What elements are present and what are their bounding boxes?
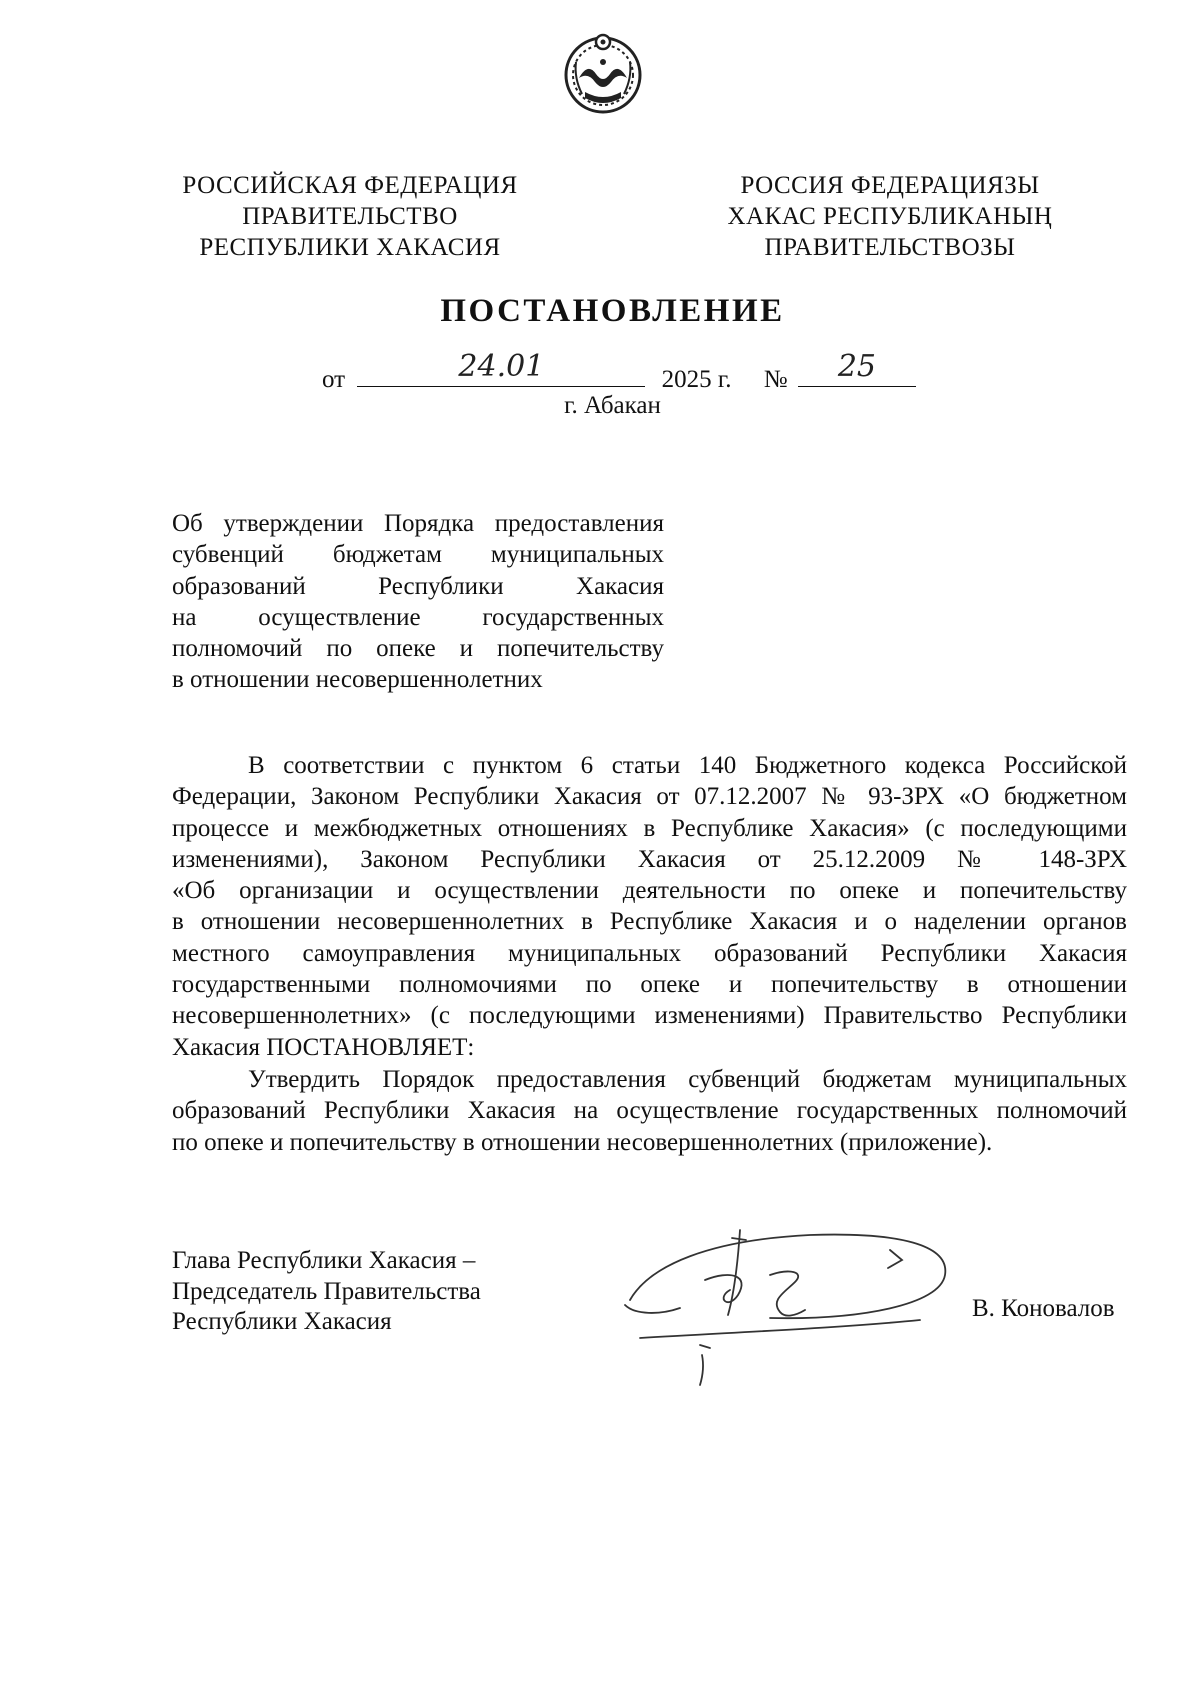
body-line: процессе и межбюджетных отношениях в Республике Хакасия» (с последующими [172,814,1127,842]
header-right [700,170,1080,263]
subject-line: образований Республики Хакасия [172,572,664,600]
city: г. Абакан [564,392,661,419]
subject-line: в отношении несовершеннолетних [172,666,543,694]
signatory-name: В. Коновалов [972,1295,1115,1322]
header-right-line: РОССИЯ ФЕДЕРАЦИЯЗЫ [740,172,1040,199]
body-line: по опеке и попечительству в отношении несовершеннолетних (приложение). [172,1128,993,1156]
subject-line: на осуществление государственных [172,603,664,631]
subject-line: Об утверждении Порядка предоставления [172,510,664,537]
position-line: Республики Хакасия [172,1308,392,1335]
body-paragraph-2 [172,1064,1127,1158]
header-left-line: РОССИЙСКАЯ ФЕДЕРАЦИЯ [182,172,518,199]
header-right-line: ХАКАС РЕСПУБЛИКАНЫҢ [727,203,1053,230]
body-line: В соответствии с пунктом 6 статьи 140 Бюджетного кодекса Российской [248,752,1127,779]
handwritten-date: 24.01 [458,349,545,384]
body-line: в отношении несовершеннолетних в Республике Хакасия и о наделении органов [172,908,1127,936]
body-paragraph-1 [172,750,1127,1063]
body-line: «Об организации и осуществлении деятельности по опеке и попечительству [172,877,1127,905]
subject-block [172,508,664,696]
body-line: изменениями), Законом Республики Хакасия от 25.12.2009 № 148-ЗРХ [172,845,1127,873]
date-year: 2025 г. [661,366,732,393]
body-line: местного самоуправления муниципальных образований Республики Хакасия [172,939,1127,967]
body-line: образований Республики Хакасия на осуществление государственных полномочий [172,1097,1127,1125]
header-left-line: ПРАВИТЕЛЬСТВО [242,203,458,230]
coat-of-arms-icon [562,28,644,118]
handwritten-signature [620,1220,970,1390]
number-sign: № [763,366,788,393]
subject-line: субвенций бюджетам муниципальных [172,541,664,569]
number-field [798,349,916,387]
header-left-line: РЕСПУБЛИКИ ХАКАСИЯ [199,234,501,261]
body-line: Хакасия ПОСТАНОВЛЯЕТ: [172,1033,475,1061]
signatory-position [172,1246,532,1338]
header-left [160,170,540,263]
document-title: ПОСТАНОВЛЕНИЕ [440,293,785,329]
date-field [357,349,645,387]
subject-line: полномочий по опеке и попечительству [172,635,664,663]
position-line: Глава Республики Хакасия – [172,1247,476,1274]
handwritten-number: 25 [837,349,876,384]
date-line [322,349,916,394]
body-line: государственными полномочиями по опеке и попечительству в отношении [172,971,1127,999]
date-prefix: от [322,366,346,393]
body-line: Федерации, Законом Республики Хакасия от 07.12.2007 № 93-ЗРХ «О бюджетном [172,783,1127,811]
header-right-line: ПРАВИТЕЛЬСТВОЗЫ [764,234,1016,261]
body-line: Утвердить Порядок предоставления субвенций бюджетам муниципальных [248,1066,1127,1093]
body-line: несовершеннолетних» (с последующими изменениями) Правительство Республики [172,1002,1127,1030]
position-line: Председатель Правительства [172,1277,481,1305]
